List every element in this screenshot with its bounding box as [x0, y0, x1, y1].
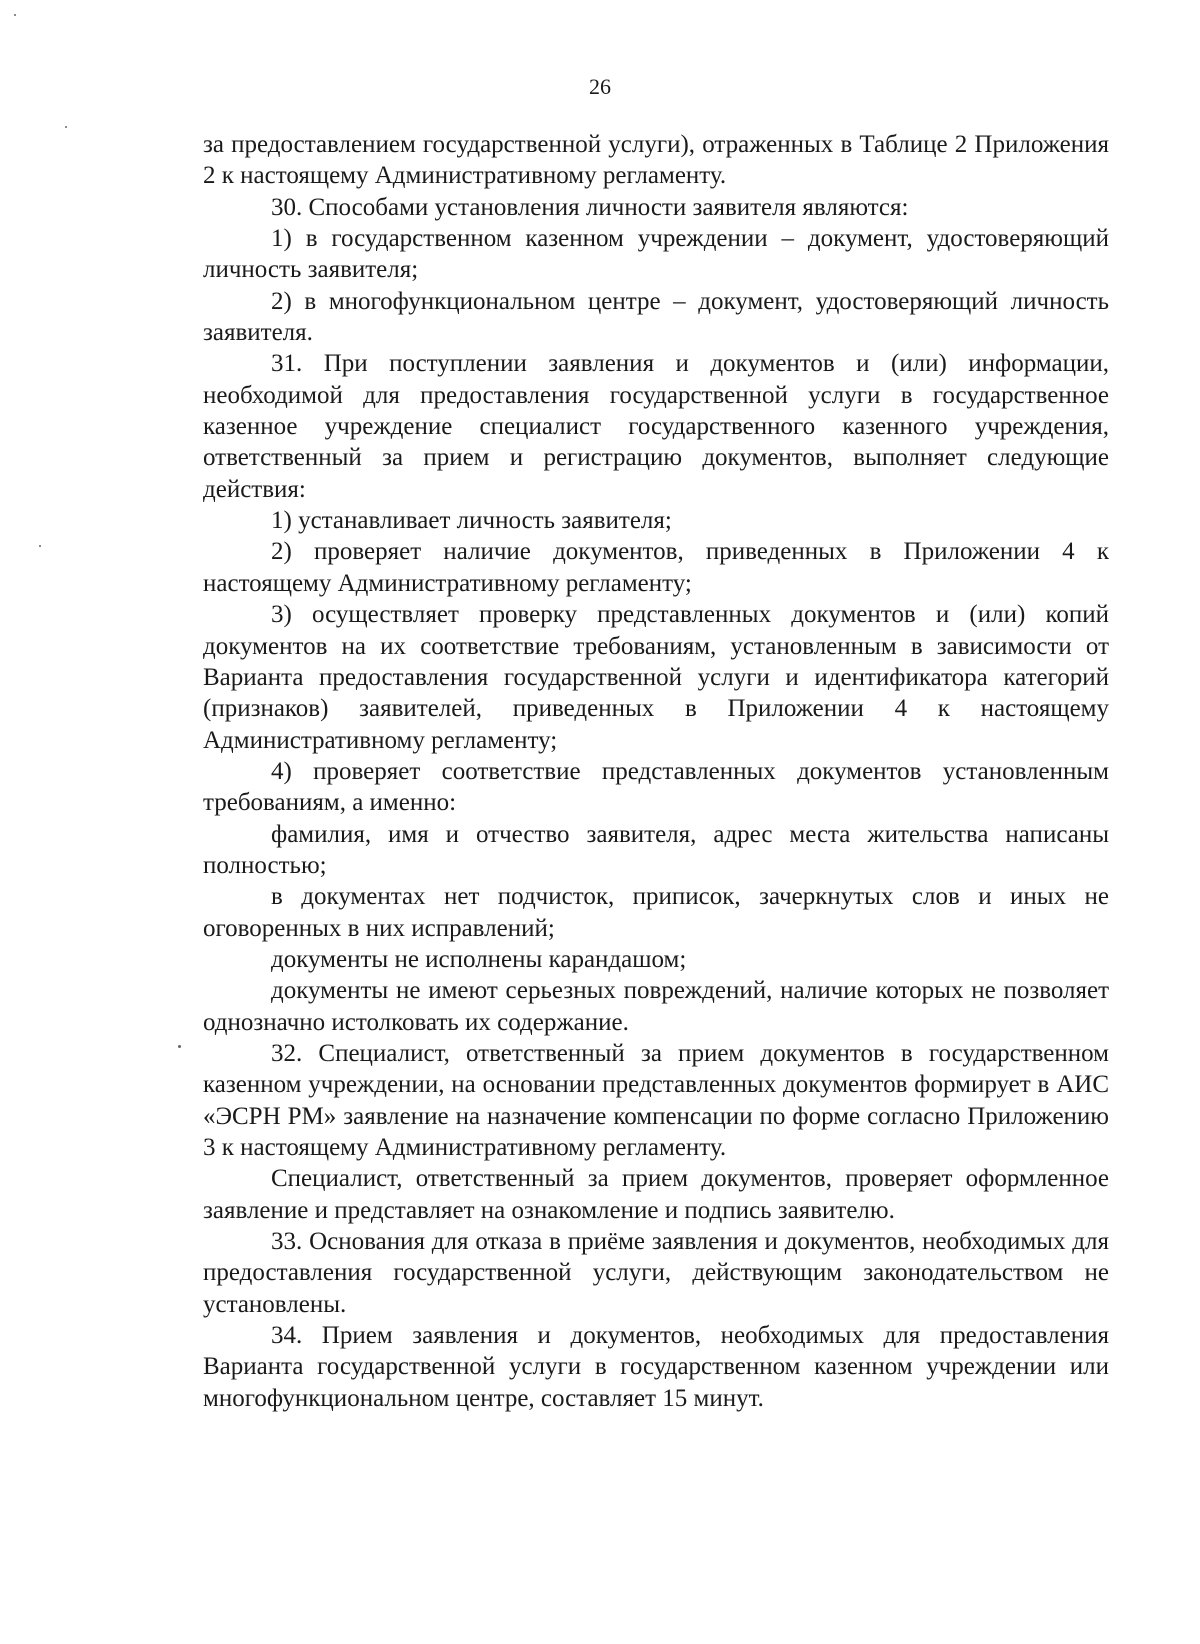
paragraph-item-31-4: 4) проверяет соответствие представленных документов установленным требованиям, а именно:: [203, 757, 1109, 817]
paragraph-item-34: 34. Прием заявления и документов, необходимых для предоставления Варианта государственной услуги в государственном казенном учреждении или многофункциональном центре, составляет 15 минут.: [203, 1322, 1109, 1412]
scan-speck: [65, 126, 67, 128]
paragraph-item-31-1: 1) устанавливает личность заявителя;: [271, 507, 672, 535]
scan-speck: [39, 545, 41, 547]
paragraph-requirement-names: фамилия, имя и отчество заявителя, адрес места жительства написаны полностью;: [203, 820, 1109, 879]
paragraph-item-30-1: 1) в государственном казенном учреждении – документ, удостоверяющий личность заявителя;: [203, 225, 1109, 284]
paragraph-continuation: за предоставлением государственной услуги), отраженных в Таблице 2 Приложения 2 к настоящему Административному регламенту.: [203, 131, 1109, 190]
page-number: 26: [589, 74, 611, 99]
paragraph-item-30: 30. Способами установления личности заявителя являются:: [271, 193, 909, 221]
paragraph-requirement-no-damage: документы не имеют серьезных повреждений, наличие которых не позволяет однозначно истолковать их содержание.: [203, 977, 1109, 1036]
paragraph-item-32: 32. Специалист, ответственный за прием документов в государственном казенном учреждении, на основании представленных документов формирует в АИС «ЭСРН РМ» заявление на назначение компенсации по форме согласно Приложению 3 к настоящему Административному регламенту.: [203, 1039, 1109, 1161]
paragraph-item-30-2: 2) в многофункциональном центре – документ, удостоверяющий личность заявителя.: [203, 287, 1109, 347]
scan-speck: [178, 1045, 181, 1048]
paragraph-item-33: 33. Основания для отказа в приёме заявления и документов, необходимых для предоставления государственной услуги, действующим законодательством не установлены.: [203, 1228, 1109, 1318]
paragraph-item-31-2: 2) проверяет наличие документов, приведенных в Приложении 4 к настоящему Административному регламенту;: [203, 538, 1109, 597]
paragraph-item-31-3: 3) осуществляет проверку представленных документов и (или) копий документов на их соответствие требованиям, установленным в зависимости от Варианта предоставления государственной услуги и идентификатора категорий (признаков) заявителей, приведенных в Приложении 4 к настоящему Административному регламенту;: [203, 601, 1109, 754]
paragraph-requirement-no-corrections: в документах нет подчисток, приписок, зачеркнутых слов и иных не оговоренных в них исправлений;: [203, 883, 1109, 942]
document-body: [203, 129, 1109, 1414]
paragraph-item-32-specialist: Специалист, ответственный за прием документов, проверяет оформленное заявление и представляет на ознакомление и подпись заявителю.: [203, 1165, 1109, 1224]
scan-speck: [14, 14, 16, 16]
paragraph-item-31: 31. При поступлении заявления и документов и (или) информации, необходимой для предоставления государственной услуги в государственное казенное учреждение специалист государственного казенного учреждения, ответственный за прием и регистрацию документов, выполняет следующие действия:: [203, 350, 1109, 503]
paragraph-requirement-no-pencil: документы не исполнены карандашом;: [271, 945, 687, 973]
